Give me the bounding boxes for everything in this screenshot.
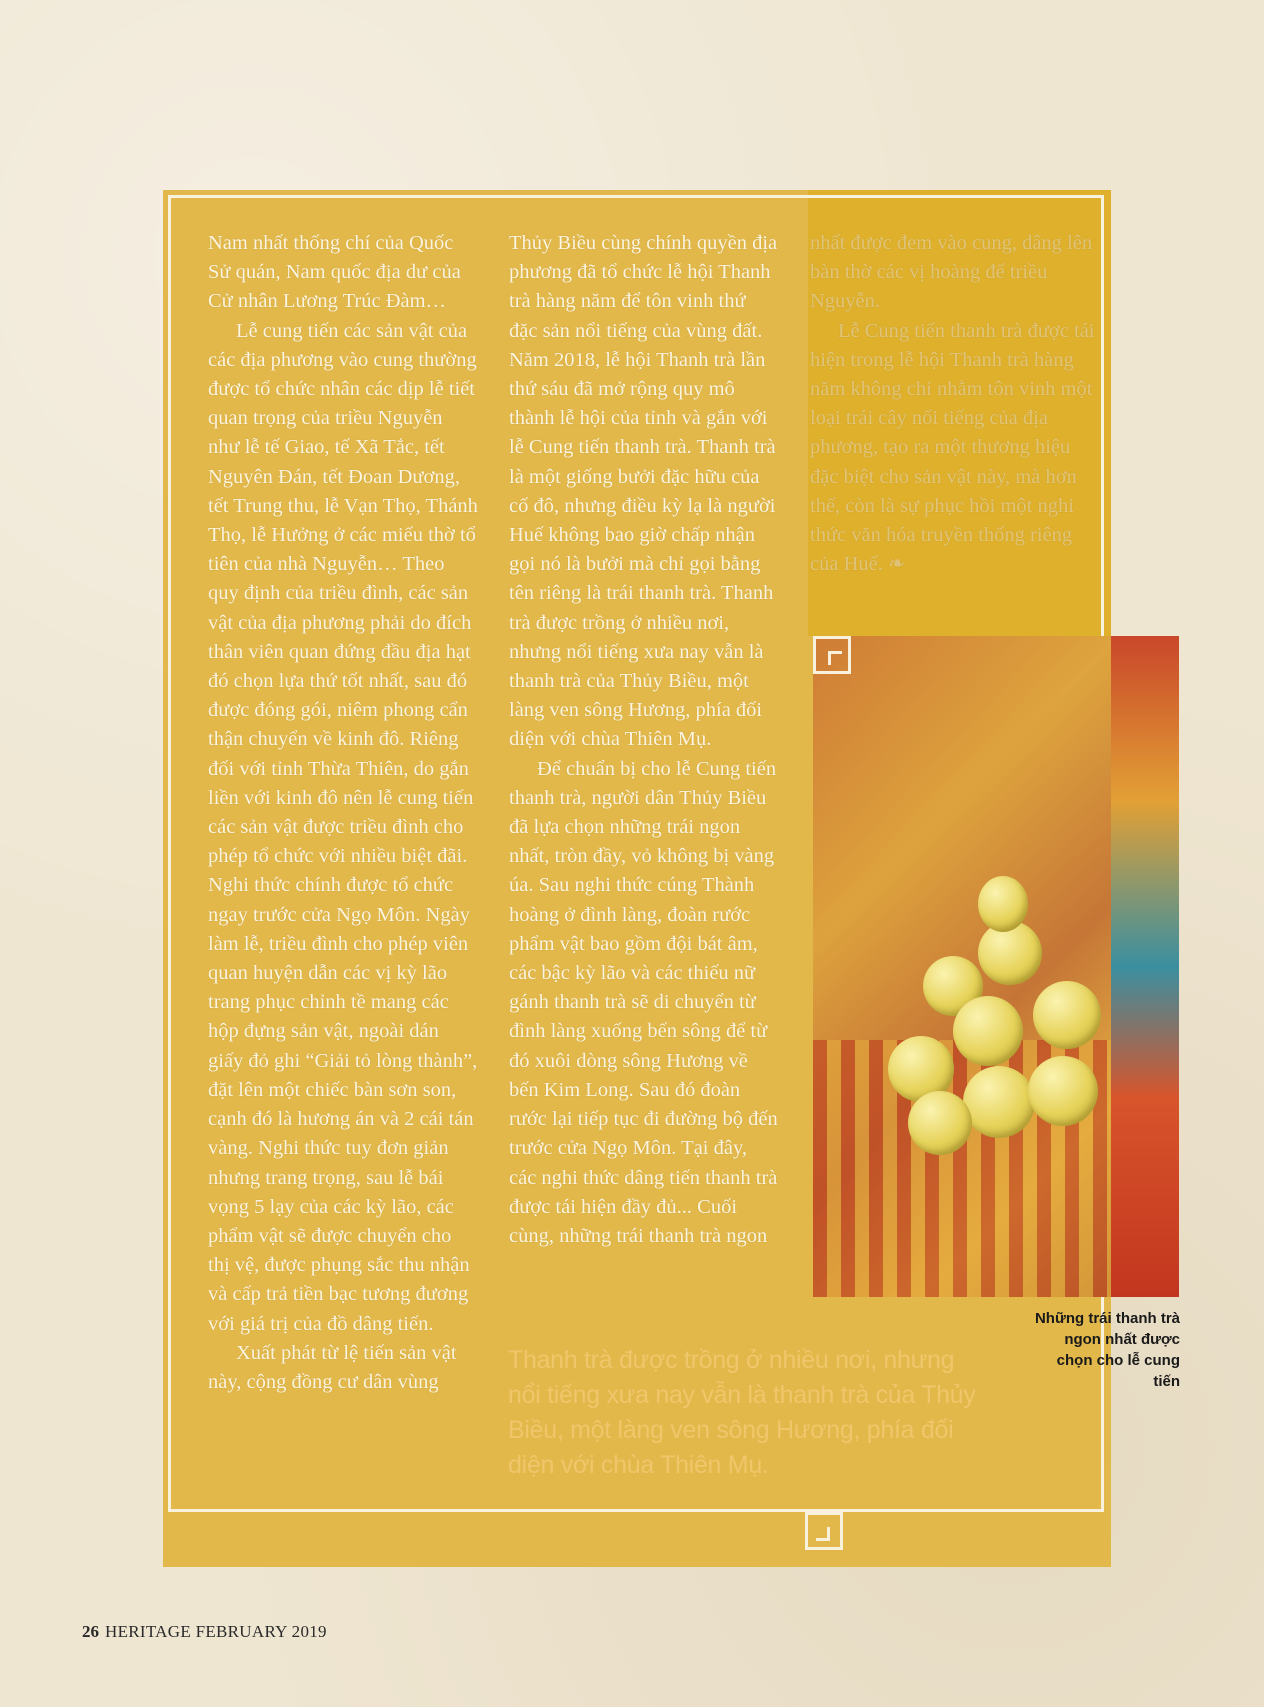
- fruit: [963, 1066, 1035, 1138]
- pull-quote: Thanh trà được trồng ở nhiều nơi, nhưng nổi tiếng xưa nay vẫn là thanh trà của Thủy Biều, một làng ven sông Hương, phía đối diện với chùa Thiên Mụ.: [508, 1346, 976, 1479]
- paragraph: Xuất phát từ lệ tiến sản vật này, cộng đồng cư dân vùng: [208, 1341, 457, 1393]
- frame-corner-ornament: [805, 1512, 843, 1550]
- paragraph: Để chuẩn bị cho lễ Cung tiến thanh trà, người dân Thủy Biều đã lựa chọn những trái ngon nhất, tròn đầy, vỏ không bị vàng úa. Sau nghi thức cúng Thành hoàng ở đình làng, đoàn rước phẩm vật bao gồm đội bát âm, các bậc kỳ lão và các thiếu nữ gánh thanh trà sẽ di chuyển từ đình làng xuống bến sông để từ đó xuôi dòng sông Hương về bến Kim Long. Sau đó đoàn rước lại tiếp tục đi đường bộ đến trước cửa Ngọ Môn. Tại đây, các nghi thức dâng tiến thanh trà được tái hiện đầy đủ... Cuối cùng, những trái thanh trà ngon: [509, 757, 778, 1247]
- photo-strip: [1111, 636, 1179, 1297]
- magazine-issue: HERITAGE FEBRUARY 2019: [105, 1622, 327, 1641]
- paragraph: nhất được đem vào cung, dâng lên bàn thờ các vị hoàng đế triều Nguyễn.: [810, 232, 1093, 313]
- photo-caption: Những trái thanh trà ngon nhất được chọn cho lễ cung tiến: [1034, 1310, 1180, 1390]
- paragraph: Lễ cung tiến các sản vật của các địa phương vào cung thường được tổ chức nhân các dịp lễ tiết quan trọng của triều Nguyễn như lễ tế Giao, tế Xã Tắc, tết Nguyên Đán, tết Đoan Dương, tết Trung thu, lễ Vạn Thọ, Thánh Thọ, lễ Hưởng ở các miếu thờ tổ tiên của nhà Nguyễn… Theo quy định của triều đình, các sản vật của địa phương phải do đích thân viên quan đứng đầu địa hạt đó chọn lựa thứ tốt nhất, sau đó được đóng gói, niêm phong cẩn thận chuyển về kinh đô. Riêng đối với tỉnh Thừa Thiên, do gắn liền với kinh đô nên lễ cung tiến các sản vật được triều đình cho phép tổ chức với nhiều biệt đãi. Nghi thức chính được tổ chức ngay trước cửa Ngọ Môn. Ngày làm lễ, triều đình cho phép viên quan huyện dẫn các vị kỳ lão trang phục chỉnh tề mang các hộp đựng sản vật, ngoài dán giấy đỏ ghi “Giải tỏ lòng thành”, đặt lên một chiếc bàn sơn son, cạnh đó là hương án và 2 cái tán vàng. Nghi thức tuy đơn giản nhưng trang trọng, sau lễ bái vọng 5 lạy của các kỳ lão, các phẩm vật sẽ được chuyển cho thị vệ, được phụng sắc thu nhận và cấp trả tiền bạc tương đương với giá trị của đồ dâng tiến.: [208, 319, 478, 1335]
- fruit: [1033, 981, 1101, 1049]
- page-number: 26: [82, 1622, 99, 1641]
- paragraph: [810, 317, 1100, 580]
- article-column-1: [208, 229, 478, 1397]
- fruit: [953, 996, 1023, 1066]
- fruit: [908, 1091, 972, 1155]
- paragraph: Thủy Biều cùng chính quyền địa phương đã tổ chức lễ hội Thanh trà hàng năm để tôn vinh thứ đặc sản nổi tiếng của vùng đất. Năm 2018, lễ hội Thanh trà lần thứ sáu đã mở rộng quy mô thành lễ hội của tỉnh và gắn với lễ Cung tiến thanh trà. Thanh trà là một giống bưởi đặc hữu của cố đô, nhưng điều kỳ lạ là người Huế không bao giờ chấp nhận gọi nó là bưởi mà chỉ gọi bằng tên riêng là trái thanh trà. Thanh trà được trồng ở nhiều nơi, nhưng nổi tiếng xưa nay vẫn là thanh trà của Thủy Biều, một làng ven sông Hương, phía đối diện với chùa Thiên Mụ.: [509, 232, 778, 751]
- article-column-2: [509, 229, 779, 1251]
- page-footer: [82, 1622, 327, 1642]
- paragraph-text: Lễ Cung tiến thanh trà được tái hiện trong lễ hội Thanh trà hàng năm không chỉ nhằm tôn vinh một loại trái cây nổi tiếng của địa phương, tạo ra một thương hiệu đặc biệt cho sản vật này, mà hơn thế, còn là sự phục hồi một nghi thức văn hóa truyền thống riêng của Huế.: [810, 319, 1095, 576]
- article-column-3: [810, 229, 1100, 579]
- frame-corner-ornament: [813, 636, 851, 674]
- fruit: [978, 876, 1028, 932]
- fruit: [1028, 1056, 1098, 1126]
- paragraph: Nam nhất thống chí của Quốc Sử quán, Nam quốc địa dư của Cử nhân Lương Trúc Đàm…: [208, 232, 461, 313]
- end-mark-icon: ❧: [887, 553, 906, 576]
